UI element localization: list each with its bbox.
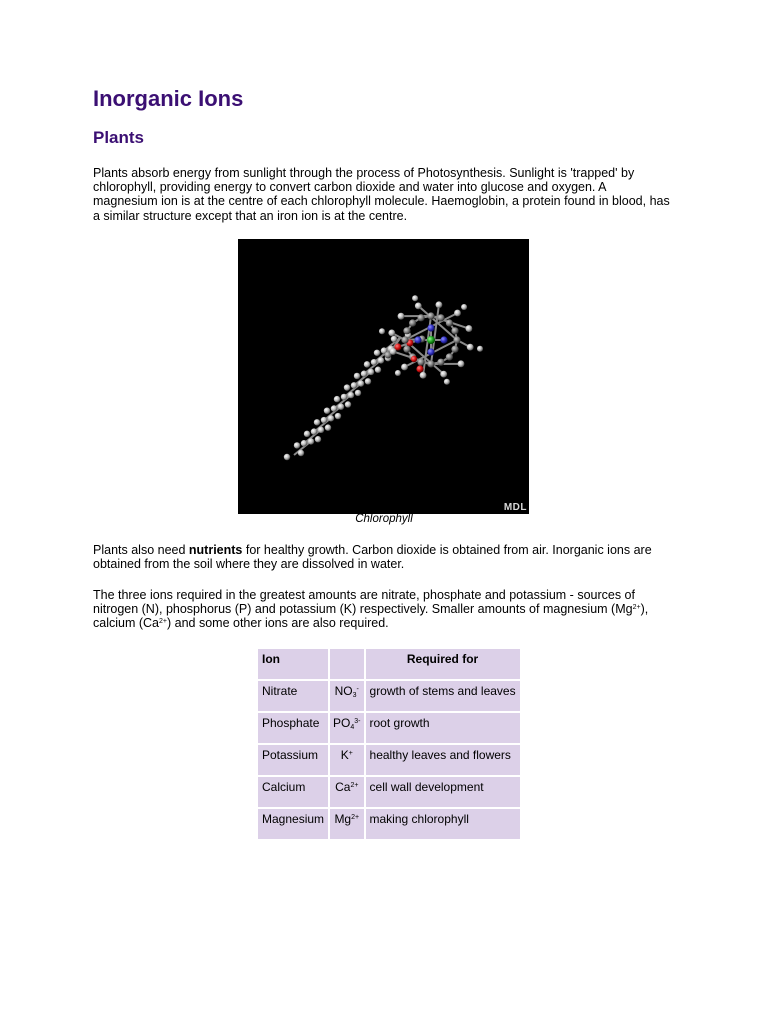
molecule-atom bbox=[451, 327, 458, 334]
molecule-atom bbox=[388, 329, 395, 336]
molecule-atom bbox=[328, 415, 334, 421]
required-for: root growth bbox=[366, 713, 520, 743]
molecule-atom bbox=[417, 359, 424, 366]
molecule-atom bbox=[477, 346, 483, 352]
header-required-for: Required for bbox=[366, 649, 520, 679]
molecule-atom bbox=[451, 346, 458, 353]
nutrients-text-after: for healthy growth. Carbon dioxide is obtained from air. Inorganic ions are obtained from the soil where they are dissolved in water. bbox=[93, 543, 652, 572]
molecule-atom bbox=[315, 436, 321, 442]
symbol-charge: - bbox=[356, 686, 359, 693]
ca-charge: 2+ bbox=[159, 618, 167, 626]
molecule-atom bbox=[334, 396, 340, 402]
figure-caption: Chlorophyll bbox=[355, 513, 413, 525]
molecule-atom bbox=[398, 313, 405, 320]
molecule-atom bbox=[374, 350, 380, 356]
molecule-atom bbox=[365, 378, 371, 384]
table-row bbox=[258, 713, 520, 743]
required-for: healthy leaves and flowers bbox=[366, 745, 520, 775]
molecule-atom bbox=[466, 325, 473, 332]
table-header-row bbox=[258, 649, 520, 679]
molecule-atom bbox=[440, 336, 447, 343]
molecule-atom bbox=[321, 417, 327, 423]
ions-table bbox=[256, 647, 522, 841]
molecule-atom bbox=[358, 380, 364, 386]
symbol-charge: + bbox=[348, 750, 353, 757]
molecule-atom bbox=[461, 304, 467, 310]
molecule-atom bbox=[458, 360, 465, 367]
mg-charge: 2+ bbox=[632, 604, 641, 612]
nutrients-text-before: Plants also need bbox=[93, 543, 189, 557]
ion-symbol bbox=[330, 809, 363, 839]
ions-text-3: ) and some other ions are also required. bbox=[166, 616, 389, 631]
molecule-atom bbox=[453, 336, 460, 343]
molecule-atom bbox=[348, 392, 354, 398]
molecule-render bbox=[238, 239, 529, 514]
section-heading: Plants bbox=[93, 128, 145, 147]
molecule-atom bbox=[437, 314, 444, 321]
molecule-atom bbox=[444, 379, 450, 385]
ion-symbol bbox=[330, 777, 363, 807]
molecule-atom bbox=[368, 369, 374, 375]
ion-symbol bbox=[330, 713, 363, 743]
molecule-atom bbox=[416, 365, 423, 372]
symbol-base: Ca bbox=[335, 780, 351, 794]
ion-name: Magnesium bbox=[258, 809, 328, 839]
intro-paragraph: Plants absorb energy from sunlight through the process of Photosynthesis. Sunlight is 'trapped' by chlorophyll, providing energy to convert carbon dioxide and water into glucose and oxygen. A magnesium ion is at the centre of each chlorophyll molecule. Haemoglobin, a protein found in blood, has a similar structure except that an iron ion is at the centre. bbox=[93, 166, 670, 223]
molecule-atom bbox=[364, 361, 370, 367]
ion-name: Nitrate bbox=[258, 681, 328, 711]
molecule-atom bbox=[284, 454, 290, 460]
table-row bbox=[258, 745, 520, 775]
molecule-atom bbox=[467, 344, 474, 351]
molecule-atom bbox=[411, 356, 417, 362]
molecule-atom bbox=[391, 336, 397, 342]
molecule-atom bbox=[417, 314, 424, 321]
molecule-atom bbox=[440, 371, 447, 378]
molecule-atom bbox=[427, 336, 435, 344]
molecule-atom bbox=[446, 319, 453, 326]
ion-name: Calcium bbox=[258, 777, 328, 807]
molecule-atom bbox=[375, 367, 381, 373]
molecule-atom bbox=[314, 419, 320, 425]
molecule-atom bbox=[378, 357, 384, 363]
molecule-atom bbox=[318, 427, 324, 433]
ion-name: Potassium bbox=[258, 745, 328, 775]
header-symbol bbox=[330, 649, 363, 679]
symbol-base: Mg bbox=[334, 812, 352, 826]
molecule-atom bbox=[446, 353, 453, 360]
ions-text-2: ), calcium (Ca bbox=[93, 602, 649, 631]
molecule-atom bbox=[427, 324, 434, 331]
symbol-base: NO bbox=[334, 684, 353, 698]
molecule-atom bbox=[351, 382, 357, 388]
molecule-atom bbox=[409, 319, 416, 326]
molecule-atom bbox=[415, 302, 422, 309]
molecule-atom bbox=[412, 295, 418, 301]
symbol-charge: 2+ bbox=[351, 814, 360, 821]
molecule-atom bbox=[427, 348, 434, 355]
molecule-atom bbox=[427, 360, 434, 367]
chlorophyll-molecule-image bbox=[238, 239, 529, 514]
symbol-charge: 3- bbox=[354, 718, 361, 725]
molecule-atom bbox=[403, 346, 410, 353]
symbol-charge: 2+ bbox=[350, 782, 359, 789]
symbol-subscript: 3 bbox=[352, 692, 357, 699]
molecule-atom bbox=[331, 405, 337, 411]
symbol-base: PO bbox=[333, 716, 351, 730]
molecule-atom bbox=[354, 373, 360, 379]
molecule-atom bbox=[401, 336, 408, 343]
molecule-atom bbox=[355, 390, 361, 396]
ions-paragraph bbox=[93, 588, 673, 631]
molecule-atom bbox=[401, 364, 408, 371]
molecule-atom bbox=[298, 450, 304, 456]
molecule-atom bbox=[335, 413, 341, 419]
symbol-subscript: 4 bbox=[350, 724, 355, 731]
molecule-atom bbox=[361, 371, 367, 377]
ion-name: Phosphate bbox=[258, 713, 328, 743]
molecule-atom bbox=[338, 403, 344, 409]
ions-text-1: The three ions required in the greatest amounts are nitrate, phosphate and potassium - sources of nitrogen (N), phosphorus (P) and potassium (K) respectively. Smaller amounts of magnesium (Mg bbox=[93, 588, 635, 617]
required-for: growth of stems and leaves bbox=[366, 681, 520, 711]
ion-symbol bbox=[330, 745, 363, 775]
molecule-atom bbox=[371, 359, 377, 365]
molecule-atom bbox=[345, 401, 351, 407]
molecule-atom bbox=[437, 359, 444, 366]
nutrients-bold: nutrients bbox=[188, 543, 243, 557]
molecule-atom bbox=[311, 428, 317, 434]
page-title: Inorganic Ions bbox=[93, 86, 244, 111]
header-ion: Ion bbox=[258, 649, 328, 679]
molecule-atom bbox=[324, 407, 330, 413]
molecule-atom bbox=[344, 384, 350, 390]
molecule-atom bbox=[301, 440, 307, 446]
required-for: cell wall development bbox=[366, 777, 520, 807]
table-row bbox=[258, 777, 520, 807]
symbol-base: K bbox=[340, 748, 349, 762]
molecule-atom bbox=[308, 438, 314, 444]
molecule-atom bbox=[395, 370, 401, 376]
molecule-atom bbox=[403, 327, 410, 334]
molecule-atom bbox=[414, 336, 421, 343]
ion-symbol bbox=[330, 681, 363, 711]
molecule-atom bbox=[420, 372, 427, 379]
molecule-atom bbox=[325, 424, 331, 430]
molecule-atom bbox=[379, 328, 385, 334]
table-row bbox=[258, 681, 520, 711]
mdl-watermark: MDL bbox=[503, 502, 527, 513]
nutrients-paragraph bbox=[93, 543, 673, 571]
molecule-atom bbox=[341, 394, 347, 400]
molecule-atom bbox=[427, 312, 434, 319]
molecule-atom bbox=[390, 348, 397, 355]
molecule-atom bbox=[294, 442, 300, 448]
molecule-atom bbox=[436, 301, 443, 308]
molecule-atom bbox=[304, 431, 310, 437]
required-for: making chlorophyll bbox=[366, 809, 520, 839]
molecule-atom bbox=[454, 310, 461, 317]
table-row bbox=[258, 809, 520, 839]
